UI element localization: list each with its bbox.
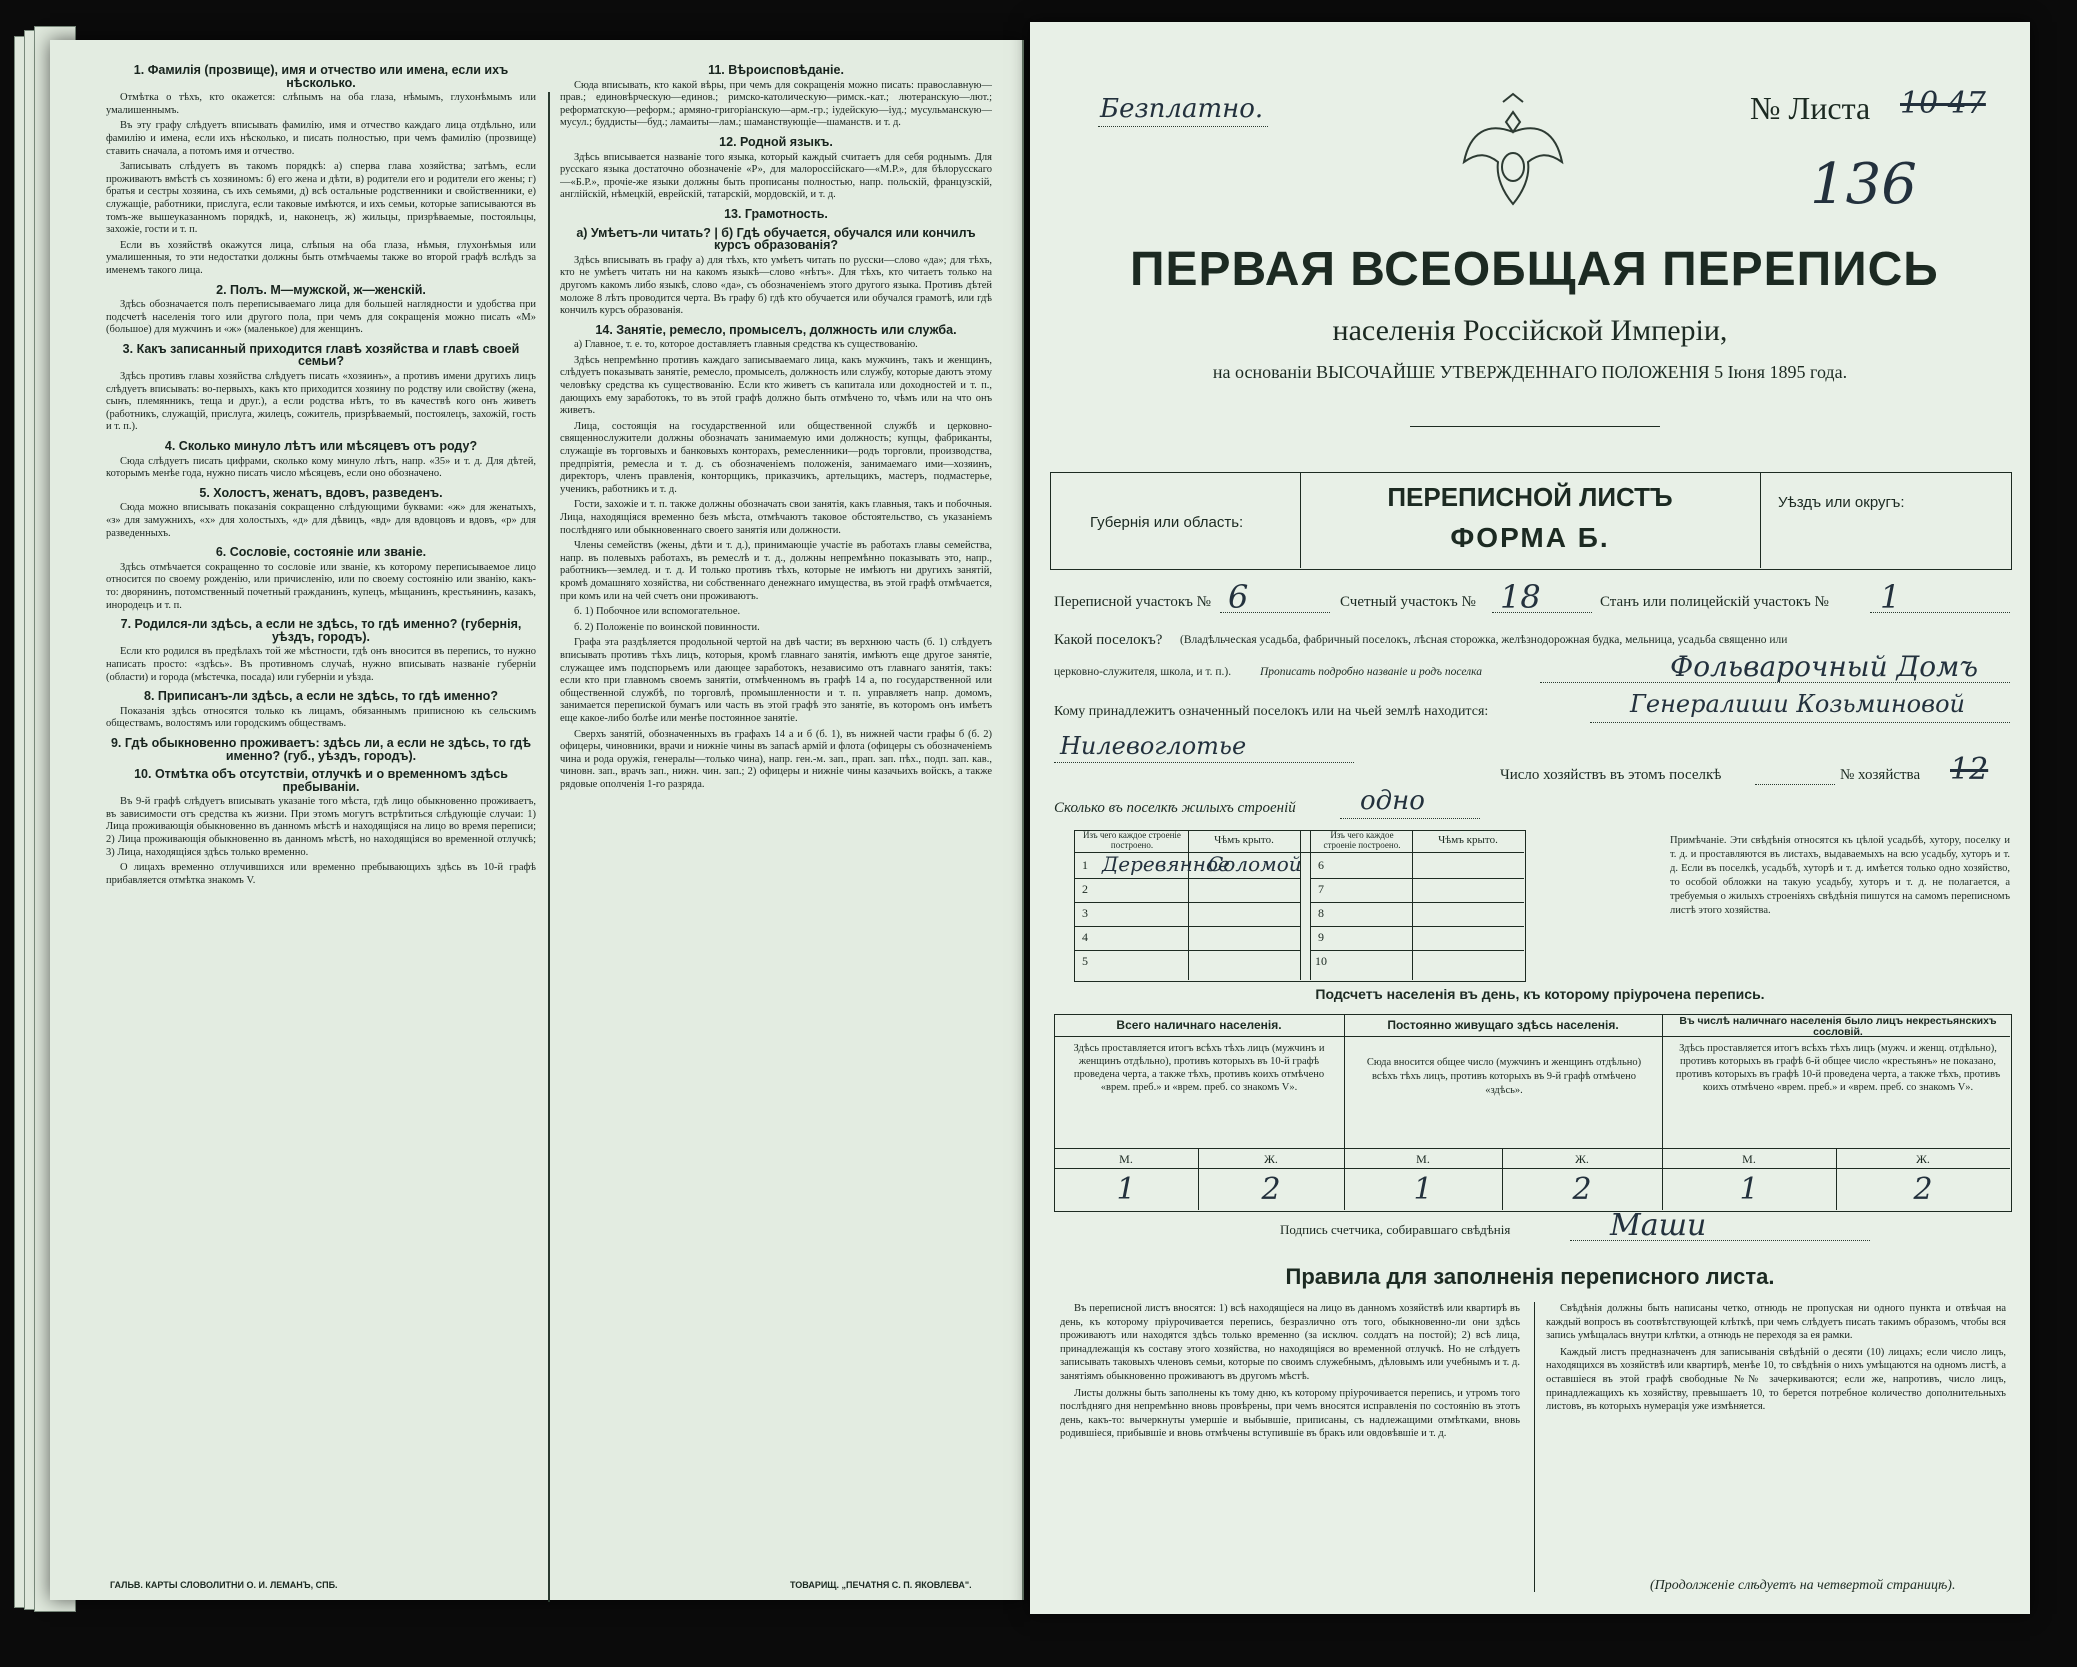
free-underline: [1098, 126, 1268, 127]
bt-row-number: 5: [1082, 954, 1088, 968]
bt-material-value: Деревянное: [1102, 852, 1230, 876]
signature-value: Маши: [1610, 1208, 1707, 1243]
sheet-number-handwritten: 10 47: [1900, 86, 1986, 121]
bt-row-number: 2: [1082, 882, 1088, 896]
bt-row-rule: [1074, 950, 1300, 951]
bt-row-rule: [1310, 878, 1524, 879]
count-district-line: [1492, 612, 1592, 613]
police-district-label: Станъ или полицейскій участокъ №: [1600, 594, 1829, 610]
instruction-heading: 6. Сословіе, состояніе или званіе.: [215, 545, 427, 560]
population-value: 2: [1261, 1172, 1281, 1207]
form-header-divider: [1760, 472, 1761, 568]
police-district-line: [1870, 612, 2010, 613]
population-value: 1: [1116, 1172, 1136, 1207]
population-value: 1: [1739, 1172, 1759, 1207]
census-district-line: [1220, 612, 1330, 613]
buildings-value: одно: [1360, 786, 1425, 816]
instruction-paragraph: Въ 9-й графѣ слѣдуетъ вписывать указаніе того мѣста, гдѣ лицо обыкновенно проживаетъ, въ зависимости отъ средства къ жизни. При этомъ могутъ встрѣтиться слѣдующіе случаи: 1) Лица проживающія обыкновенно въ данномъ мѣстѣ и находящіяся на лицо во время переписи; 2) Лица проживающія обыкновенно въ данномъ мѣстѣ, но находящіяся во временной отлучкѣ; 3) Лица, находящіяся здѣсь только временно.: [106, 796, 536, 858]
female-header: Ж.: [1575, 1152, 1589, 1166]
instruction-paragraph: Графа эта раздѣляется продольной чертой на двѣ части; въ верхнюю часть (б. 1) слѣдуетъ вписывать противъ тѣхъ лицъ, которыя, кромѣ главнаго занятія, имѣютъ еще другое занятіе, служащее имъ подспорьемъ или дающее заработокъ, независимо отъ главнаго занятія, такъ: если кто при главномъ своемъ занятіи, отмѣченномъ въ графѣ 14 а, по государственной или общественной службѣ, по торговлѣ, промышленности и т. п. управляетъ напр. домомъ, занимается перепиской бумагъ или часть въ этой графѣ это занятіе, въ которомъ онъ имѣетъ еще какое-либо болѣе или менѣе постоянное занятіе.: [560, 637, 992, 724]
female-header: Ж.: [1264, 1152, 1278, 1166]
rules-divider: [1534, 1302, 1535, 1592]
settlement-line: [1540, 682, 2010, 683]
owner-question: Кому принадлежитъ означенный поселокъ или на чьей землѣ находится:: [1054, 704, 1489, 719]
census-title: ПЕРВАЯ ВСЕОБЩАЯ ПЕРЕПИСЬ: [1130, 243, 1939, 296]
bt-row-rule: [1310, 926, 1524, 927]
police-district-value: 1: [1880, 578, 1901, 616]
bt-row-number: 3: [1082, 906, 1088, 920]
buildings-note: Примѣчаніе. Эти свѣдѣнія относятся къ цѣлой усадьбѣ, хутору, поселку и т. д. и проставляются въ листахъ, выдаваемыхъ на всю усадьбу, хуторъ и т. д. Если въ поселкѣ, усадьбѣ, хуторѣ и т. д. имѣется только одно хозяйство, то особой обложки на такую усадьбу, хуторъ и т. д. не полагается, а требуемыя о жилыхъ строеніяхъ свѣдѣнія пишутся на самомъ переписномъ листѣ этого хозяйства.: [1670, 835, 2010, 916]
bt-head-roof: Чѣмъ крыто.: [1214, 834, 1274, 846]
bt-row-rule: [1310, 950, 1524, 951]
instruction-heading: 8. Приписанъ-ли здѣсь, а если не здѣсь, то гдѣ именно?: [144, 689, 498, 704]
uezd-label: Уѣздъ или округъ:: [1778, 494, 1905, 511]
instruction-heading: 11. Вѣроисповѣданіе.: [708, 63, 844, 77]
rules-column-left: [1060, 1302, 1520, 1592]
pop-rule: [1054, 1148, 2010, 1149]
title-rule: [1410, 426, 1660, 427]
instruction-paragraph: а) Главное, т. е. то, которое доставляетъ главныя средства къ существованію.: [574, 339, 918, 351]
pop-rule: [1054, 1168, 2010, 1169]
signature-line: [1570, 1240, 1870, 1241]
count-district-label: Счетный участокъ №: [1340, 594, 1476, 610]
bt-roof-value: Соломой: [1208, 852, 1302, 876]
instruction-paragraph: Здѣсь отмѣчается сокращенно то сословіе или званіе, къ которому переписываемое лицо относится по своему рожденію, или причисленію, или по своему состоянію или званію, какъ-то: дворянинъ, потомственный почетный гражданинъ, купецъ, мѣщанинъ, крестьянинъ, казакъ, инородецъ и т. п.: [106, 561, 536, 611]
bt-row-rule: [1074, 878, 1300, 879]
printer-imprint-left: ГАЛЬВ. КАРТЫ СЛОВОЛИТНИ О. И. ЛЕМАНЪ, СПБ.: [110, 1580, 338, 1590]
bt-head-material: Изъ чего каждое строеніе построено.: [1083, 830, 1181, 850]
instruction-heading: 5. Холостъ, женатъ, вдовъ, разведенъ.: [199, 485, 443, 500]
pop-head-nonpeasant: Въ числѣ наличнаго населенія было лицъ некрестьянскихъ сословій.: [1679, 1015, 1997, 1038]
population-value: 1: [1413, 1172, 1433, 1207]
buildings-label: Сколько въ поселкѣ жилыхъ строеній: [1054, 800, 1296, 816]
instruction-paragraph: Сюда слѣдуетъ писать цифрами, сколько кому минуло лѣтъ, напр. «35» и т. д. Для дѣтей, которымъ менѣе года, нужно писать число мѣсяцевъ, если оно обозначено.: [106, 455, 536, 480]
population-value: 2: [1913, 1172, 1933, 1207]
count-title: Подсчетъ населенія въ день, къ которому пріурочена перепись.: [1315, 986, 1765, 1002]
population-value: 2: [1572, 1172, 1592, 1207]
pop-text-permanent: Сюда вносится общее число (мужчинъ и женщинъ отдѣльно) всѣхъ тѣхъ лицъ, противъ которыхъ въ 9-й графѣ отмѣчено «здѣсь».: [1366, 1057, 1642, 1096]
bt-row-number: 9: [1318, 930, 1324, 944]
rule-paragraph: Въ переписной листъ вносятся: 1) всѣ находящіеся на лицо въ данномъ хозяйствѣ или квартирѣ въ день, къ которому пріурочивается перепись, безразлично отъ того, обыкновенно-ли они здѣсь проживаютъ или находятся здѣсь только временно (за исключ. солдатъ на постой); 2) всѣ лица, принадлежащія къ составу этого хозяйства, но находящіяся во временной отлучкѣ. Но не слѣдуетъ записывать таковыхъ членовъ семьи, которые по своимъ служебнымъ, дѣловымъ или учебнымъ и т. д. занятіямъ обыкновенно проживаютъ въ другомъ мѣстѣ.: [1060, 1303, 1520, 1382]
signature-label: Подпись счетчика, собиравшаго свѣдѣнія: [1280, 1222, 1511, 1237]
instruction-heading: 9. Гдѣ обыкновенно проживаетъ: здѣсь ли, а если не здѣсь, то гдѣ именно? (губ., уѣздъ, городъ).: [110, 735, 532, 763]
instruction-heading: 2. Полъ. М—мужской, ж—женскій.: [216, 282, 426, 297]
instruction-heading: 3. Какъ записанный приходится главѣ хозяйства и главѣ своей семьи?: [122, 341, 520, 369]
instructions-column-1: [106, 58, 536, 1558]
bt-row-rule: [1074, 902, 1300, 903]
rules-continued: (Продолженіе слѣдуетъ на четвертой страницѣ).: [1650, 1578, 1956, 1593]
settlement-value: Фольварочный Домъ: [1670, 650, 1979, 683]
bt-row-number: 6: [1318, 858, 1324, 872]
owner-line: [1590, 722, 2010, 723]
instruction-paragraph: Гости, захожіе и т. п. также должны обозначать свои занятія, какъ главныя, такъ и побочныя. Лица, находящіяся временно безъ мѣста, отмѣчаютъ таковое обстоятельство, съ указаніемъ послѣдняго или обыкновеннаго своего занятія или должности.: [560, 499, 992, 536]
instruction-paragraph: Сюда можно вписывать показанія сокращенно слѣдующими буквами: «ж» для женатыхъ, «з» для замужнихъ, «х» для холостыхъ, «д» для дѣвицъ, «вд» для вдовцовъ и вдовъ, «р» для разведенныхъ.: [106, 502, 536, 539]
rules-column-right: [1546, 1302, 2006, 1572]
rule-paragraph: Листы должны быть заполнены къ тому дню, къ которому пріурочивается перепись, и утромъ того послѣдняго дня непремѣнно вновь провѣрены, при чемъ вносятся исправленія по состоянію въ этотъ день, какъ-то: вычеркнуты умершіе и выбывшіе, приписаны, съ надлежащими отмѣтками, вновь родившіеся, прибывшіе и вновь отмѣчены вступившіе въ бракъ или овдовѣвшіе и т. д.: [1060, 1387, 1520, 1440]
instruction-paragraph: О лицахъ временно отлучившихся или временно пребывающихъ здѣсь въ 10-й графѣ прибавляется отмѣтка знакомъ V.: [106, 862, 536, 886]
form-title: ПЕРЕПИСНОЙ ЛИСТЪ: [1387, 482, 1673, 512]
owner-value: Генералиши Козьминовой: [1630, 690, 1966, 718]
rule-paragraph: Каждый листъ предназначенъ для записыванія свѣдѣній о десяти (10) лицахъ; если число лицъ, находящихся въ хозяйствѣ или квартирѣ, менѣе 10, то свѣдѣнія о нихъ умѣщаются на одномъ листѣ, а оставшіеся въ этой графѣ свободные №№ зачеркиваются; если же, напротивъ, число лицъ, принадлежащихъ къ хозяйству, превышаетъ 10, то берется потребное количество дополнительныхъ листовъ, въ которыхъ нумерація уже измѣняется.: [1546, 1346, 2006, 1413]
imperial-eagle-icon: [1458, 92, 1568, 212]
settlement-note-3: Прописать подробно названіе и родъ поселка: [1260, 666, 1482, 678]
printer-imprint-right: ТОВАРИЩ. „ПЕЧАТНЯ С. П. ЯКОВЛЕВА".: [790, 1580, 972, 1590]
household-number-value: 12: [1950, 752, 1989, 787]
owner-value-2: Нилевоглотье: [1060, 732, 1247, 760]
legal-basis: на основаніи ВЫСОЧАЙШЕ УТВЕРЖДЕННАГО ПОЛОЖЕНІЯ 5 Іюня 1895 года.: [1212, 362, 1848, 382]
census-district-label: Переписной участокъ №: [1054, 594, 1211, 610]
bt-row-rule: [1310, 902, 1524, 903]
rules-title: Правила для заполненія переписного листа.: [1285, 1264, 1775, 1289]
instruction-paragraph: б. 2) Положеніе по воинской повинности.: [574, 621, 760, 633]
instruction-paragraph: Если кто родился въ предѣлахъ той же мѣстности, гдѣ онъ вносится въ перепись, то нужно написать просто: «здѣсь». Въ противномъ случаѣ, нужно вписывать названіе губерніи (области) и города (мѣстечка, посада) или губерніи и уѣзда.: [106, 646, 536, 683]
households-count-line: [1755, 784, 1835, 785]
form-header-divider: [1300, 472, 1301, 568]
male-header: М.: [1416, 1152, 1430, 1166]
instruction-paragraph: б. 1) Побочное или вспомогательное.: [574, 606, 741, 618]
bt-row-number: 10: [1315, 954, 1327, 968]
instruction-heading: 1. Фамилія (прозвище), имя и отчество или имена, если ихъ нѣсколько.: [133, 63, 509, 90]
male-header: М.: [1119, 1152, 1133, 1166]
sheet-number-handwritten-2: 136: [1810, 152, 1917, 217]
column-divider: [548, 92, 550, 1602]
census-district-value: 6: [1228, 578, 1249, 616]
instruction-paragraph: Записывать слѣдуетъ въ такомъ порядкѣ: а) сперва глава хозяйства; затѣмъ, если проживаютъ вмѣстѣ съ хозяиномъ: б) его жена и дѣти, в) родители его и родители его жены; г) братья и сестры хозяина, съ ихъ семьями, д) всѣ остальные родственники и свойственники, е) служащіе, работники, прислуга, если таковые имѣются, и ихъ семьи, которые записываются въ томъ-же вышеуказанномъ порядкѣ, и, наконецъ, ж) жильцы, призрѣваемые, постояльцы, захожіе, гости и т. п.: [106, 161, 536, 236]
bt-row-number: 7: [1318, 882, 1324, 896]
female-header: Ж.: [1916, 1152, 1930, 1166]
bt-head-material-2: Изъ чего каждое строеніе построено.: [1323, 830, 1401, 850]
instruction-paragraph: Если въ хозяйствѣ окажутся лица, слѣпыя на оба глаза, нѣмыя, глухонѣмыя или умалишенныя, то эти недостатки должны быть отмѣчаемы также во второй графѣ вслѣдъ за именемъ такого лица.: [106, 239, 536, 276]
instruction-paragraph: Здѣсь вписывается названіе того языка, который каждый считаетъ для себя роднымъ. Для русскаго языка достаточно обозначеніе «Р», для малороссійскаго—«М.Р.», для бѣлорусскаго—«Б.Р.», прочіе-же языки должны быть прописаны полностью, напр. польскій, французскій, англійскій, нѣмецкій, еврейскій, татарскій, мордовскій, и т. д.: [560, 151, 992, 201]
instruction-paragraph: Въ эту графу слѣдуетъ вписывать фамилію, имя и отчество каждаго лица отдѣльно, или фамилію и имена, если ихъ нѣсколько, и писать полностью, при чемъ фамилію (прозвище) ставить сначала, а потомъ имя и отчество.: [106, 120, 536, 157]
buildings-line: [1340, 818, 1480, 819]
instruction-paragraph: Здѣсь непремѣнно противъ каждаго записываемаго лица, какъ мужчинъ, такъ и женщинъ, слѣдуетъ показывать занятіе, ремесло, промыселъ, должность или службу, которые даютъ этому человѣку средства къ существованію. Если кто живетъ съ капитала или доходностей и т. п., дающихъ ему заработокъ, то въ этой графѣ должно быть отмѣчено то, чѣмъ или на что онъ живетъ.: [560, 354, 992, 417]
pop-text-nonpeasant: Здѣсь проставляется итогъ всѣхъ тѣхъ лицъ (мужч. и женщ. отдѣльно), противъ которыхъ въ графѣ 6-й общее число «крестьянъ» не показано, противъ которыхъ въ графѣ 10-й проведена черта, а также тѣхъ, противъ коихъ отмѣчено «врем. преб.» и «врем. преб. со знакомъ V».: [1675, 1043, 2001, 1093]
form-subtitle: ФОРМА Б.: [1450, 522, 1610, 553]
bt-head-roof-2: Чѣмъ крыто.: [1438, 834, 1498, 846]
settlement-note-2: церковно-служителя, школа, и т. п.).: [1054, 666, 1232, 678]
bt-row-number: 1: [1082, 858, 1088, 872]
instruction-paragraph: Сверхъ занятій, обозначенныхъ въ графахъ 14 а и б (б. 1), въ нижней части графы б (б. 2) офицеры, чиновники, врачи и нижніе чины въ запасѣ армій и флота (офицеры съ обозначеніемъ чина и рода оружія, генералы—только чина), напр. ген.-м. зап., прап. зап. пѣх., подп. зап. кав., чиновн. зап., врачъ зап., нижн. чин. зап.; 2) офицеры и нижніе чины казачьихъ войскъ, а также рядовые ополченія 1-го разряда.: [560, 728, 992, 790]
instruction-heading: 7. Родился-ли здѣсь, а если не здѣсь, то гдѣ именно? (губернія, уѣздъ, городъ).: [120, 617, 522, 644]
instruction-heading: 10. Отмѣтка объ отсутствіи, отлучкѣ и о временномъ здѣсь пребываніи.: [134, 767, 508, 794]
households-count-label: Число хозяйствъ въ этомъ поселкѣ: [1500, 767, 1722, 783]
instruction-heading: 4. Сколько минуло лѣтъ или мѣсяцевъ отъ роду?: [164, 439, 478, 454]
settlement-note: (Владѣльческая усадьба, фабричный поселокъ, лѣсная сторожка, желѣзнодорожная будка, мельница, усадьба священно или: [1180, 634, 1788, 646]
instruction-heading: а) Умѣетъ-ли читать? | б) Гдѣ обучается, обучался или кончилъ курсъ образованія?: [576, 225, 976, 253]
pop-head-permanent: Постоянно живущаго здѣсь населенія.: [1387, 1018, 1619, 1032]
pop-text-total: Здѣсь проставляется итогъ всѣхъ тѣхъ лицъ (мужчинъ и женщинъ отдѣльно), противъ которыхъ въ 10-й графѣ проведена черта, а также тѣхъ, противъ коихъ отмѣчено «врем. преб.» и «врем. преб. со знакомъ V».: [1073, 1043, 1325, 1093]
instruction-paragraph: Члены семействъ (жены, дѣти и т. д.), принимающіе участіе въ работахъ главы семейства, напр. въ полевыхъ работахъ, въ ремеслѣ и т. д., должны непремѣнно показывать это, напр., работникъ—землед. и т. д. И только противъ тѣхъ, которые не имѣютъ ни другихъ занятій, кромѣ домашняго хозяйства, ни собственнаго денежнаго имущества, въ этой графѣ отмѣчается, при комъ или на чей счетъ они проживаютъ.: [560, 540, 992, 602]
instruction-paragraph: Лица, состоящія на государственной или общественной службѣ и церковно-священнослужители должны обозначать занимаемую ими должность; купцы, фабриканты, служащіе въ торговыхъ и банковыхъ конторахъ, ремесленники—родъ торговли, производства, предпріятія, ремесла и т. д. съ обозначеніемъ положенія, занимаемаго ими—хозяинъ, директоръ, членъ правленія, конторщикъ, приказчикъ, артельщикъ, мастеръ, подмастерье, ученикъ, работникъ и т. д.: [560, 420, 992, 495]
instruction-heading: 12. Родной языкъ.: [719, 134, 833, 149]
instruction-heading: 13. Грамотность.: [724, 206, 828, 221]
free-of-charge-label: Безплатно.: [1100, 94, 1264, 124]
sheet-number-label: № Листа: [1750, 90, 1871, 126]
instruction-paragraph: Показанія здѣсь относятся только къ лицамъ, обязаннымъ приписною къ сельскимъ обществамъ, волостямъ или городскимъ обществамъ.: [106, 705, 536, 730]
settlement-question: Какой поселокъ?: [1054, 632, 1163, 648]
pop-head-total: Всего наличнаго населенія.: [1116, 1018, 1282, 1032]
instruction-heading: 14. Занятіе, ремесло, промыселъ, должность или служба.: [595, 322, 957, 337]
instruction-paragraph: Здѣсь обозначается полъ переписываемаго лица для большей наглядности и удобства при подсчетѣ населенія того или другого пола, при чемъ для сокращенія можно писать «М» (большое) для мужчинъ и «ж» (маленькое) для женщинъ.: [106, 299, 536, 336]
right-page: [1030, 22, 2030, 1614]
instruction-paragraph: Здѣсь противъ главы хозяйства слѣдуетъ писать «хозяинъ», а противъ имени другихъ лицъ слѣдуетъ вписывать: во-первыхъ, какъ кто приходится хозяину по родству или свойству (жена, сынъ, племянникъ, теща и друг.), а если родства нѣтъ, то въ качествѣ кого онъ живетъ (работникъ, служащій, прислуга, жилецъ, сожитель, призрѣваемый, постоялецъ, захожій, гость и т. п.).: [106, 371, 536, 433]
household-number-label: № хозяйства: [1840, 767, 1921, 783]
count-district-value: 18: [1500, 578, 1541, 616]
bt-row-rule: [1074, 926, 1300, 927]
owner-line-2: [1054, 762, 1354, 763]
instruction-paragraph: Отмѣтка о тѣхъ, кто окажется: слѣпымъ на оба глаза, нѣмымъ, глухонѣмымъ или умалишеннымъ.: [106, 92, 536, 116]
instructions-column-2: [560, 58, 992, 1558]
bt-row-number: 4: [1082, 930, 1088, 944]
left-page: [50, 40, 1024, 1600]
instruction-paragraph: Сюда вписывать, кто какой вѣры, при чемъ для сокращенія можно писать: православную—прав.; единовѣрческую—единов.; римско-католическую—римск.-кат.; лютеранскую—лют.; реформатскую—реформ.; армяно-григоріанскую—арм.-гр.; іудейскую—іуд.; мусульманскую—мусул.; буддисты—буд.; ламаиты—лам.; шаманствующіе—шаманств. и т. д.: [560, 79, 992, 129]
instruction-paragraph: Здѣсь вписывать въ графу а) для тѣхъ, кто умѣетъ читать по русски—слово «да»; для тѣхъ, кто не умѣетъ читать ни на какомъ языкѣ—слово «нѣтъ». Для тѣхъ, кто читаетъ только на другомъ какомъ либо языкѣ, слово «да», съ обозначеніемъ этого другого языка. Противъ дѣтей моложе 8 лѣтъ проводится черта. Въ графу б) гдѣ кто обучается или обучался грамотѣ, или гдѣ кончилъ курсъ образованія.: [560, 254, 992, 317]
rule-paragraph: Свѣдѣнія должны быть написаны четко, отнюдь не пропуская ни одного пункта и отвѣчая на каждый вопросъ въ соотвѣтствующей клѣткѣ, при чемъ слѣдуетъ писать такимъ образомъ, чтобы вся запись умѣщалась внутри клѣтки, а отнюдь не переходя за ея рамки.: [1546, 1303, 2006, 1342]
census-subtitle: населенія Россійской Имперіи,: [1332, 314, 1728, 347]
bt-row-number: 8: [1318, 906, 1324, 920]
gubernia-label: Губернія или область:: [1090, 514, 1244, 531]
male-header: М.: [1742, 1152, 1756, 1166]
